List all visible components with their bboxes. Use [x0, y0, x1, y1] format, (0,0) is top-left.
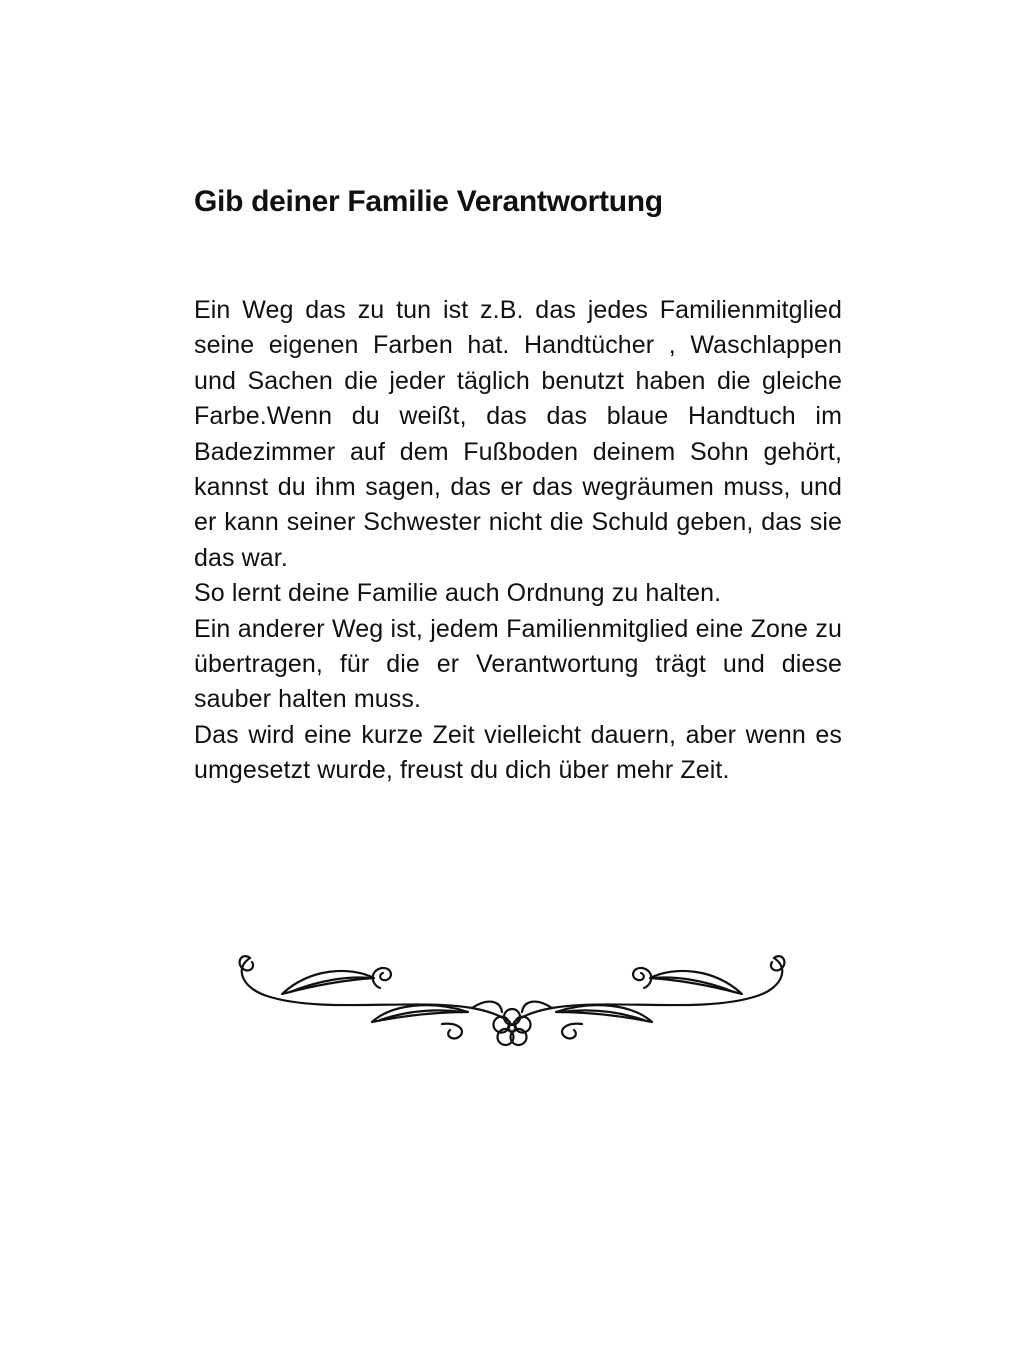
paragraph-4: Das wird eine kurze Zeit vielleicht dauern, aber wenn es umgesetzt wurde, freust du dich über mehr Zeit.	[194, 720, 842, 785]
paragraph-2: So lernt deine Familie auch Ordnung zu halten.	[194, 579, 722, 608]
paragraph-1: Ein Weg das zu tun ist z.B. das jedes Familienmitglied seine eigenen Farben hat. Handtücher , Waschlappen und Sachen die jeder täglich benutzt haben die gleiche Farbe.Wenn du weißt, das das blaue Handtuch im Badezimmer auf dem Fußboden deinem Sohn gehört, kannst du ihm sagen, das er das wegräumen muss, und er kann seiner Schwester nicht die Schuld geben, das sie das war.	[194, 296, 842, 572]
page-title: Gib deiner Familie Verantwortung	[194, 185, 663, 218]
floral-divider-icon	[232, 948, 792, 1058]
body-text	[194, 293, 842, 789]
paragraph-3: Ein anderer Weg ist, jedem Familienmitglied eine Zone zu übertragen, für die er Verantwortung trägt und diese sauber halten muss.	[194, 614, 842, 714]
